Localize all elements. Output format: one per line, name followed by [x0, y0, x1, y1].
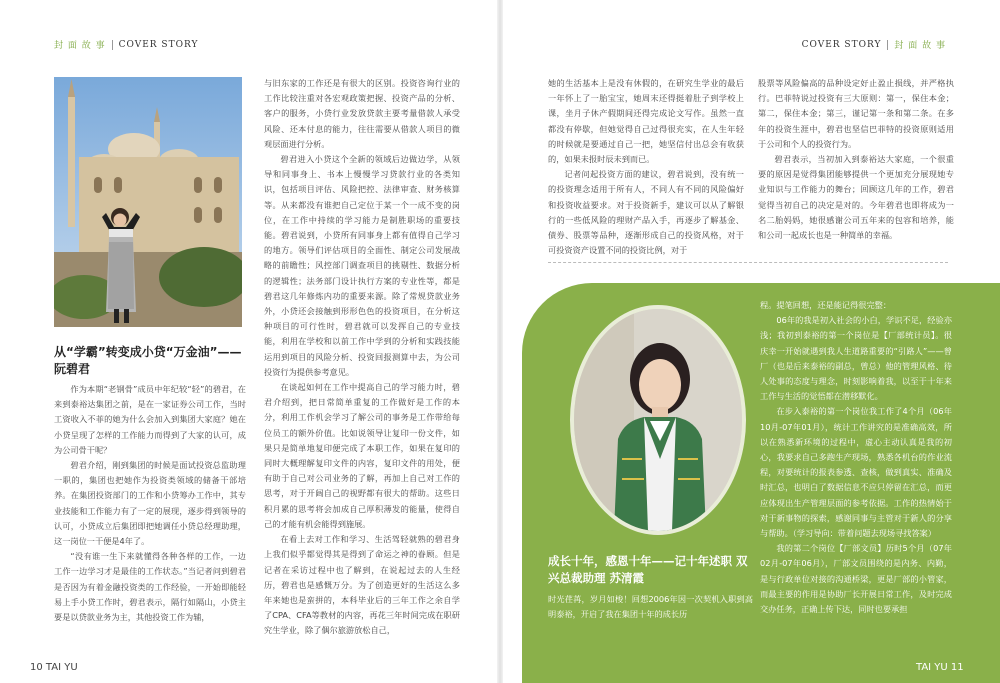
article1-column1	[54, 382, 246, 644]
article1-column2	[264, 76, 460, 644]
paragraph: 在谈起如何在工作中提高自己的学习能力时，碧君介绍到，把日常简单重复的工作做好是工作的本分，利用工作机会学习了解公司的事务是工作带给每位员工的额外价值。比如说领导让复印一份文件，如果只是简单地复印便完成了本职工作，如果在复印的同时大概理解复印文件的内容，复印文件的用处，便有助于自己对公司业务的了解，再加上自己对工作的思考，对于开阔自己的视野都有很大的帮助。这些日积月累的思考将会加成自己厚积薄发的能量，使得自己的才能有机会能得到施展。	[264, 382, 460, 529]
portrait-photo	[570, 305, 746, 535]
page-number: 10	[30, 662, 43, 673]
paragraph: 记者问起投资方面的建议，碧君说到，没有统一的投资理念适用于所有人，不同人有不同的风险偏好和投资收益要求。对于投资新手，建议可以从了解银行的一些低风险的理财产品入手，再逐步了解基金、债券、股票等品种，逐渐形成自己的投资风格，对于可投资资产设置不同的投资比例，对于	[548, 169, 744, 256]
header-right	[802, 38, 946, 51]
article2-intro: 时光荏苒，岁月如梭！回想2006年因一次契机入职到高明泰裕，开启了我在集团十年的成长历	[548, 594, 753, 620]
paragraph: 碧君表示，当初加入到泰裕达大家庭，一个很重要的原因是觉得集团能够提供一个更加充分展现她专业知识与工作能力的舞台；回顾这几年的工作，碧君觉得当初自己的决定是对的。今年碧君也即将成为一名二胎妈妈，她很感谢公司五年来的包容和培养，能和公司一起成长也是一种简单的幸福。	[758, 154, 954, 241]
paragraph: 股票等风险偏高的品种设定好止盈止损线，并严格执行。巴菲特说过投资有三大原则：第一，保住本金；第二，保住本金；第三，谨记第一条和第二条。在多年的投资生涯中，碧君也坚信巴菲特的投资原则适用于公司和个人的投资行为。	[758, 78, 954, 149]
header-left-cn: 封 面 故 事	[54, 41, 106, 51]
paragraph: 她的生活基本上是没有休假的，在研究生学业的最后一年怀上了一胎宝宝，她周末还得挺着肚子到学校上课，坐月子休产假期间还得完成论文写作。虽然一直都没有停歇，但她觉得自己过得很充实，在人生年轻的时候就是要通过自己一把，她坚信付出总会有收获的，如果未报时辰未到而已。	[548, 78, 744, 165]
magazine-name: TAI YU	[45, 662, 78, 673]
page-number: 11	[950, 662, 964, 673]
folio-left	[30, 662, 78, 673]
dashed-divider	[548, 262, 948, 263]
paragraph: 与旧东家的工作还是有很大的区别。投资咨询行业的工作比较注重对各宏观政策把握、投资产品的分析、客户的服务，小贷行业发放贷款主要考量借款人承受风险、还本付息的能力，往往需要从借款人项目的微观层面进行分析。	[264, 78, 460, 149]
header-left	[54, 38, 198, 51]
article1-title: 从“学霸”转变成小贷“万金油”——阮碧君	[54, 345, 242, 376]
paragraph: 程。提笔回想，还是能记得很完整：	[760, 300, 892, 310]
header-right-en: COVER STORY	[801, 39, 882, 50]
paragraph: 作为本期“老钢骨”成员中年纪较“轻”的碧君，在来到泰裕达集团之前，是在一家证券公司工作，当时工资收入不菲的她为什么会加入到集团大家庭？她在小贷呈现了怎样的工作能力而得到了大家的认可，成为公司骨干呢？	[54, 384, 246, 455]
header-left-en: COVER STORY	[118, 39, 199, 50]
paragraph: 碧君进入小贷这个全新的领域后边做边学，从领导和同事身上、书本上慢慢学习贷款行业的各类知识，包括项目评估、风险把控、法律审查、财务核算等。从来都没有谁把自己定位于某一个一成不变的岗位，在工作中持续的学习能力是制胜职场的重要技能。碧君说到，小贷所有同事身上都有值得自己学习的地方。领导们评估项目的全面性、制定公司发展战略的前瞻性；风控部门调查项目的挑剔性、数据分析的逻辑性；法务部门设计执行方案的专业性等，都是碧君这几年修炼内功的重要来源。除了常规贷款业务外，小贷还会接触到形形色色的投资项目，在分析这种项目的可行性时，碧君就可以发挥自己的专业技能，利用在学校和以前工作中学到的分析和实践技能运用到项目的风险分析、投资回报测算中去，为公司投资行为提供参考意见。	[264, 154, 460, 377]
mosque-photo	[54, 77, 242, 327]
paragraph: “没有谁一生下来就懂得各种各样的工作，一边工作一边学习才是最佳的工作状态。”当记者问到碧君是否因为有着金融投资类的工作经验，一开始即能轻易上手小贷工作时，碧君表示，隔行如隔山，小贷主要是以贷款业务为主，其他投资工作为辅，	[54, 551, 246, 623]
header-separator	[112, 40, 113, 50]
paragraph: 06年的我是初入社会的小白，学识不足，经验亦浅；我初到泰裕的第一个岗位是【厂部统计员】。很庆幸一开始就遇到我人生道路重要的“引路人”——曾厂（也是后来泰裕的副总，曾总）他的管理风格、待人处事的态度与理念，时刻影响着我，以至于十年来工作与生活的觉悟都在潜移默化。	[760, 315, 952, 402]
paragraph: 我的第二个岗位【厂部文员】历时5个月（07年02月-07年06月），厂部文员围绕的是内务、内勤，是与行政单位对接的沟通桥梁，更是厂部的小管家，而最主要的作用是协助厂长开展日常工作，及时完成交办任务，正确上传下达，同时也要承担	[760, 543, 952, 615]
paragraph: 在步入泰裕的第一个岗位我工作了4个月（06年10月-07年01月），统计工作讲究的是准确高效，所以在熟悉新环境的过程中，虚心主动认真是我的初心，我要求自己多跑生产现场，熟悉各机台的作业流程，对要统计的报表参透、查核，做到真实、准确及时汇总，也明白了数据信息不应只停留在汇总，而更应体现出生产管理层面的参考依据。工作的热情始于对于新事物的探索，感谢同事与主管对于新人的分享与帮助。（学习导向：带着问题去现场寻找答案）	[760, 406, 952, 539]
folio-right	[916, 662, 964, 673]
page-spine	[497, 0, 503, 683]
article2-title: 成长十年，感恩十年——记十年述职 双兴总裁助理 苏清霞	[548, 554, 748, 585]
header-separator	[887, 40, 888, 50]
article1-column3	[548, 76, 744, 256]
paragraph: 在看上去对工作和学习、生活驾轻就熟的碧君身上我们似乎都觉得其是得到了命运之神的眷顾。但是记者在采访过程中也了解到，在说起过去的人生经历，碧君也是感慨万分。为了创造更好的生活这么多年来她也是蛮拼的，本科毕业后的三年工作之余自学了CPA、CFA等教材的内容，再花三年时间完成在职研究生学业，除了偶尔旅游放松自己，	[264, 534, 460, 636]
paragraph: 碧君介绍，刚到集团的时候是面试投资总监助理一职的，集团也把她作为投资类领域的储备干部培养。在集团投资部门的工作和小贷筹办工作中，其专业技能和工作能力有了一定的展现，逐步得到领导的认可，小贷成立后集团即把她调任小贷总经理助理，这一岗位一干便是4年了。	[54, 460, 246, 547]
article1-column4	[758, 76, 954, 256]
header-right-cn: 封 面 故 事	[894, 41, 946, 51]
article2-column	[760, 298, 952, 648]
magazine-name: TAI YU	[916, 662, 948, 673]
